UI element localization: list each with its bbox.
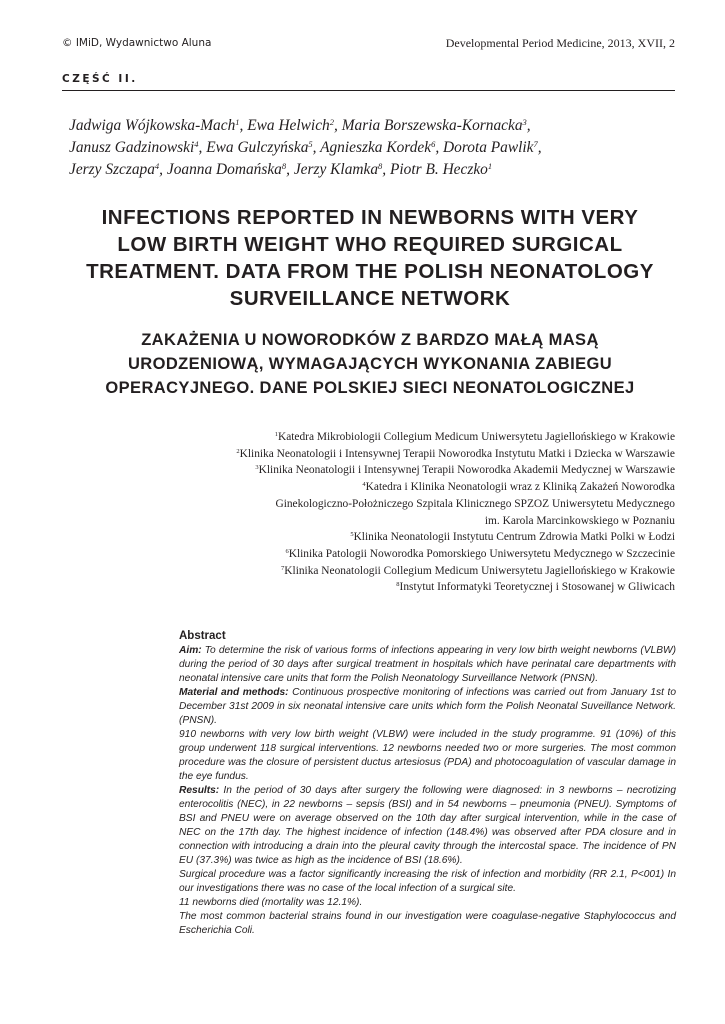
title-line: TREATMENT. DATA FROM THE POLISH NEONATOLOGY: [86, 260, 654, 283]
affiliation-number: 4: [362, 481, 366, 489]
author-name: Jadwiga Wójkowska-Mach: [69, 117, 236, 134]
abstract-heading: Abstract: [179, 630, 226, 642]
author-list: [69, 115, 679, 181]
affiliation-text: Instytut Informatyki Teoretycznej i Stosowanej w Gliwicach: [399, 581, 675, 594]
author-name: Agnieszka Kordek: [320, 139, 432, 156]
abstract-paragraph: [179, 728, 676, 784]
abstract-section-label: Material and methods:: [179, 687, 289, 698]
affiliation-text: Klinika Neonatologii i Intensywnej Terapii Noworodka Instytutu Matki i Dziecka w Warszawie: [239, 447, 675, 460]
author-name: Janusz Gadzinowski: [69, 139, 195, 156]
affiliation: [155, 446, 675, 463]
abstract-text: To determine the risk of various forms of infections appearing in very low birth weight newborns (VLBW) during the period of 30 days after surgical treatment in hospitals which have perinatal care departments with neonatal intensive care units that form the Polish Neonatology Surveillance Network (PNSN).: [179, 645, 676, 684]
section-label: CZĘŚĆ II.: [62, 73, 138, 85]
title-line: LOW BIRTH WEIGHT WHO REQUIRED SURGICAL: [117, 233, 623, 256]
author-name: Ewa Helwich: [247, 117, 330, 134]
affiliation: [155, 546, 675, 563]
affiliation: [155, 496, 675, 513]
author-affiliation-mark: 7: [533, 139, 538, 149]
abstract: [179, 629, 676, 938]
affiliation: [155, 479, 675, 496]
abstract-section-label: Results:: [179, 785, 220, 796]
abstract-text: 11 newborns died (mortality was 12.1%).: [179, 897, 363, 908]
author-name: Jerzy Klamka: [293, 161, 379, 178]
author-affiliation-mark: 5: [308, 139, 313, 149]
title-line: ZAKAŻENIA U NOWORODKÓW Z BARDZO MAŁĄ MASĄ: [141, 331, 599, 349]
abstract-paragraph: [179, 686, 676, 728]
author-affiliation-mark: 2: [329, 117, 334, 127]
author-name: Ewa Gulczyńska: [206, 139, 309, 156]
author-line: [69, 115, 679, 137]
affiliation-text: Klinika Neonatologii i Intensywnej Terapii Noworodka Akademii Medycznej w Warszawie: [258, 464, 675, 477]
author-separator: ,: [382, 161, 390, 178]
author-affiliation-mark: 1: [487, 161, 493, 171]
author-line: [69, 159, 679, 181]
affiliation: [155, 563, 675, 580]
author-affiliation-mark: 8: [378, 161, 383, 171]
abstract-paragraph: [179, 644, 676, 686]
abstract-paragraph: [179, 784, 676, 868]
affiliation-number: 7: [281, 564, 285, 572]
title-line: OPERACYJNEGO. DANE POLSKIEJ SIECI NEONATOLOGICZNEJ: [105, 379, 635, 397]
title-line: URODZENIOWĄ, WYMAGAJĄCYCH WYKONANIA ZABIEGU: [127, 355, 613, 373]
author-name: Piotr B. Heczko: [389, 161, 488, 178]
affiliation: [155, 513, 675, 530]
author-name: Jerzy Szczapa: [69, 161, 155, 178]
author-separator: ,: [198, 139, 207, 156]
author-affiliation-mark: 3: [522, 117, 527, 127]
affiliation-number: 6: [285, 547, 289, 555]
author-affiliation-mark: 1: [235, 117, 240, 127]
title-line: INFECTIONS REPORTED IN NEWBORNS WITH VERY: [101, 206, 639, 229]
affiliations: [155, 429, 675, 596]
author-affiliation-mark: 4: [194, 139, 199, 149]
affiliation-number: 5: [350, 531, 354, 539]
author-name: Maria Borszewska-Kornacka: [341, 117, 523, 134]
author-separator: ,: [312, 139, 321, 156]
affiliation-text: Katedra Mikrobiologii Collegium Medicum Uniwersytetu Jagiellońskiego w Krakowie: [277, 431, 675, 443]
affiliation-text: Katedra i Klinika Neonatologii wraz z Kliniką Zakażeń Noworodka: [365, 481, 675, 494]
author-separator: ,: [286, 161, 294, 178]
author-separator: ,: [435, 139, 444, 156]
author-line: [69, 137, 679, 159]
abstract-section-label: Aim:: [179, 645, 202, 656]
author-name: Dorota Pawlik: [443, 139, 534, 156]
english-title: [60, 204, 680, 312]
affiliation: [155, 579, 675, 596]
abstract-text: The most common bacterial strains found in our investigation were coagulase-negative Staphylococcus and Escherichia Coli.: [179, 911, 676, 936]
abstract-paragraph: [179, 910, 676, 938]
abstract-paragraph: [179, 868, 676, 896]
affiliation-text: Ginekologiczno-Położniczego Szpitala Klinicznego SPZOZ Uniwersytetu Medycznego: [275, 497, 675, 510]
abstract-text: In the period of 30 days after surgery the following were diagnosed: in 3 newborns – necrotizing enterocolitis (NEC), in 22 newborns – sepsis (BSI) and in 54 newborns – pneumonia (PNEU). Symptoms of BSI and PNEU were on average observed on the 10th day after surgical intervention, while in the case of NEC on the 17th day. The highest incidence of infection (148.4%) was observed after PDA closure and in connection with introducing a drain into the pleural cavity through the intercostal space. The incidence of PN EU (37.3%) was twice as high as the incidence of BSI (18.6%).: [179, 785, 676, 866]
affiliation-text: Klinika Patologii Noworodka Pomorskiego Uniwersytetu Medycznego w Szczecinie: [288, 547, 675, 560]
affiliation: [155, 529, 675, 546]
affiliation-text: Klinika Neonatologii Instytutu Centrum Zdrowia Matki Polki w Łodzi: [353, 531, 675, 544]
author-separator: ,: [239, 117, 248, 134]
author-name: Joanna Domańska: [166, 161, 282, 178]
affiliation-number: 1: [274, 431, 278, 438]
title-line: SURVEILLANCE NETWORK: [229, 287, 511, 310]
header-rule: [62, 90, 675, 91]
affiliation-text: im. Karola Marcinkowskiego w Poznaniu: [484, 514, 675, 527]
affiliation: [155, 429, 675, 446]
affiliation-number: 2: [236, 447, 240, 455]
author-separator: ,: [526, 117, 531, 134]
author-separator: ,: [333, 117, 342, 134]
abstract-body: [179, 644, 676, 938]
abstract-paragraph: [179, 896, 676, 910]
author-separator: ,: [537, 139, 542, 156]
affiliation-number: 8: [396, 581, 400, 589]
abstract-text: 910 newborns with very low birth weight (VLBW) were included in the study programme. 91 (10%) of this group underwent 118 surgical interventions. 12 newborns needed two or more surgeries. The most common procedure was the closure of persistent ductus artesiosus (PDA) and photocoagulation of vascular damage in the eye fundus.: [179, 729, 676, 782]
author-affiliation-mark: 6: [431, 139, 436, 149]
copyright-header: © IMiD, Wydawnictwo Aluna: [62, 37, 212, 49]
abstract-text: Surgical procedure was a factor significantly increasing the risk of infection and morbidity (RR 2.1, P<001) In our investigations there was no case of the local infection of a surgical site.: [179, 869, 676, 894]
affiliation: [155, 462, 675, 479]
journal-header: Developmental Period Medicine, 2013, XVII, 2: [445, 36, 675, 50]
affiliation-text: Klinika Neonatologii Collegium Medicum Uniwersytetu Jagiellońskiego w Krakowie: [284, 564, 675, 577]
author-affiliation-mark: 4: [154, 161, 160, 171]
abstract-text: Continuous prospective monitoring of infections was carried out from January 1st to December 31st 2009 in six neonatal intensive care units which form the Polish Neonatal Suveillance Network. (PNSN).: [179, 687, 676, 726]
affiliation-number: 3: [255, 464, 259, 472]
polish-title: [60, 328, 680, 400]
author-separator: ,: [159, 161, 167, 178]
author-affiliation-mark: 8: [281, 161, 287, 171]
